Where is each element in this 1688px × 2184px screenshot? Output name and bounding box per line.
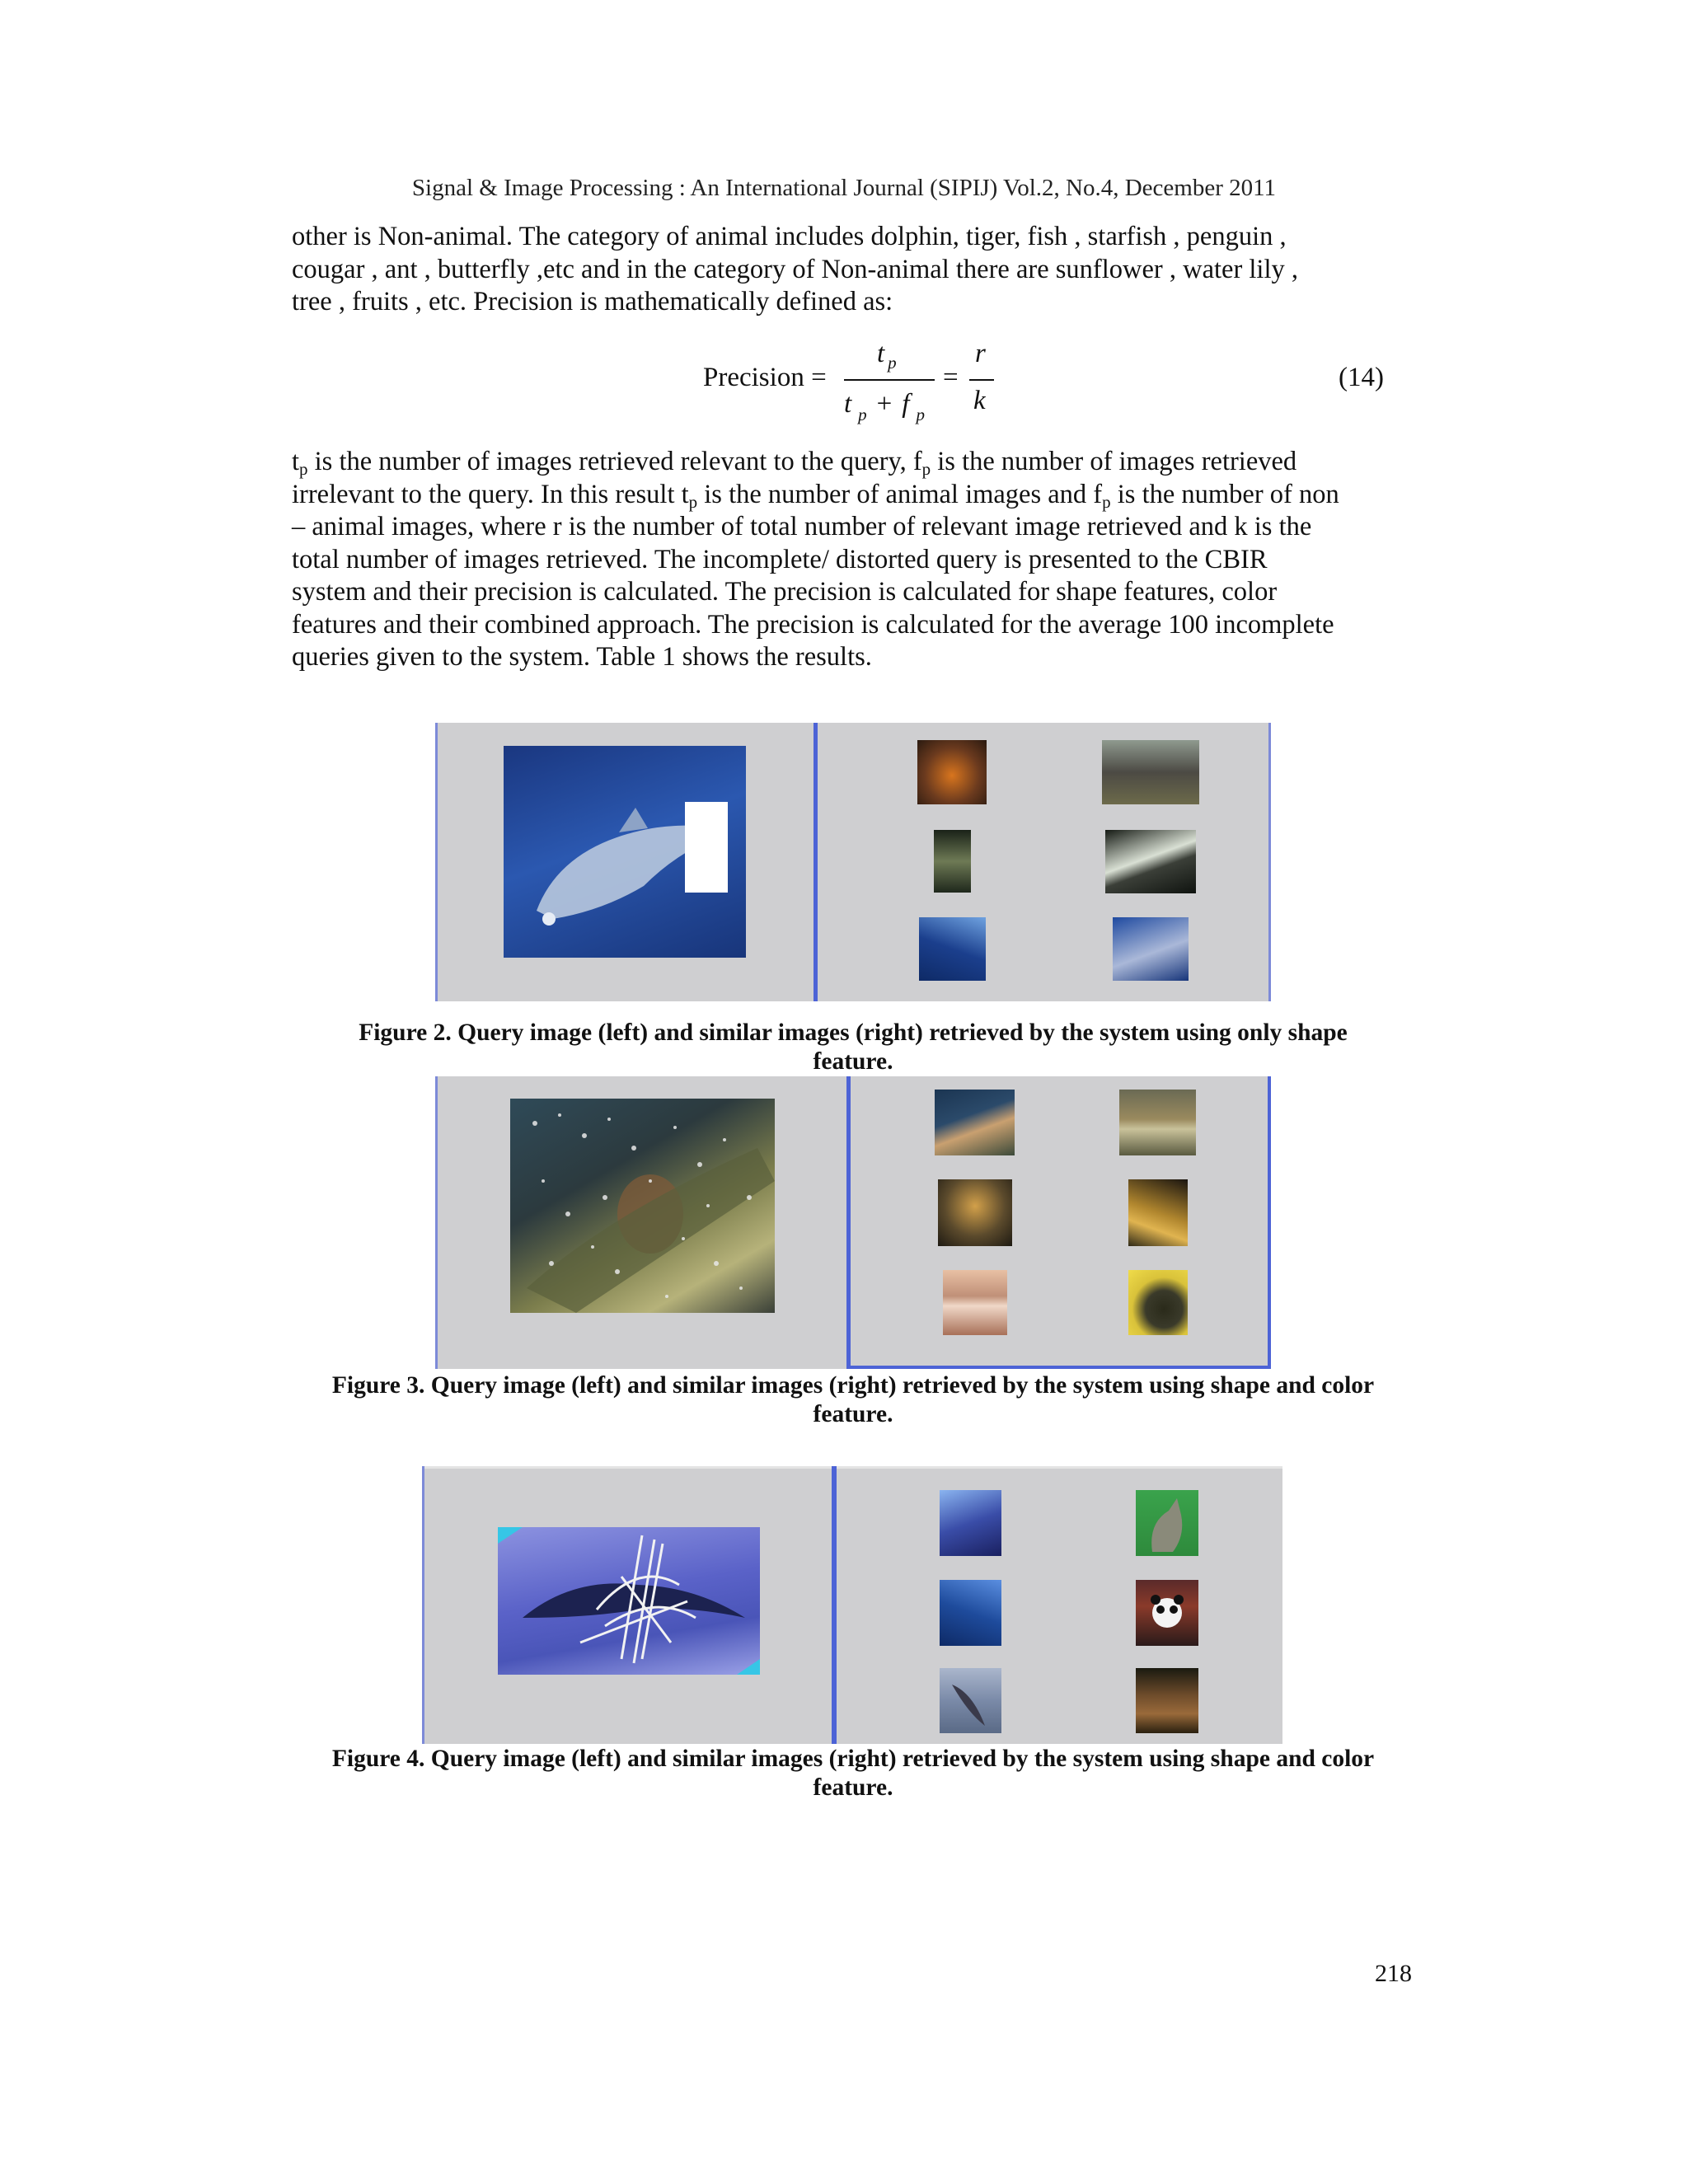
numerator: t $_p$ [877,339,897,373]
result-image [1128,1179,1188,1246]
result-image [1113,917,1189,981]
page-number: 218 [1375,1960,1412,1987]
result-image [1102,740,1199,804]
result-image [940,1490,1001,1556]
figure-caption: Figure 4. Query image (left) and similar images (right) retrieved by the system using shape and color feature. [331,1746,1375,1801]
equals-sign: = [943,363,959,392]
result-image [940,1580,1001,1646]
result-image [1136,1668,1198,1733]
result-image [919,917,986,981]
r-variable: r [975,339,986,368]
text-line: – animal images, where r is the number of total number of relevant image retrieved and k is the [292,512,1312,541]
figure-caption: Figure 3. Query image (left) and similar images (right) retrieved by the system using shape and color feature. [331,1372,1375,1427]
result-image [1128,1270,1188,1335]
text-line: features and their combined approach. The precision is calculated for the average 100 incomplete [292,609,1334,640]
text-line: $t_p$ is the number of images retrieved relevant to the query, $f_p$ is the number of images retrieved [292,447,1297,479]
result-image [935,1090,1015,1155]
text-line: irrelevant to the query. In this result $t_p$ is the number of animal images and $f_p$ is the number of non [292,479,1339,512]
panel-divider [814,723,818,1001]
result-image [940,1668,1001,1733]
paragraph-definitions [292,446,1414,674]
equation-lhs: Precision = [703,363,827,392]
fraction-bar [969,379,994,381]
denominator: t $_p$ + f $_p$ [844,389,925,424]
result-image [1105,830,1196,893]
text-line: system and their precision is calculated. The precision is calculated for shape features, color [292,577,1278,607]
equation-number: (14) [1339,363,1384,392]
text-line: other is Non-animal. The category of animal includes dolphin, tiger, fish , starfish , penguin , [292,222,1287,251]
running-header: Signal & Image Processing : An International Journal (SIPIJ) Vol.2, No.4, December 2011 [411,175,1277,201]
figure-caption: Figure 2. Query image (left) and similar images (right) retrieved by the system using only shape feature. [359,1019,1348,1075]
text-line: total number of images retrieved. The incomplete/ distorted query is presented to the CBIR [292,544,1268,574]
panel-divider [846,1076,851,1369]
text-line: cougar , ant , butterfly ,etc and in the category of Non-animal there are sunflower , water lily , [292,254,1298,284]
result-image [938,1179,1012,1246]
result-image [1119,1090,1196,1155]
k-variable: k [973,386,986,415]
result-image [934,830,971,893]
result-image [1136,1580,1198,1646]
paragraph-intro [292,221,1414,319]
panel-divider [832,1466,837,1744]
result-image [917,740,987,804]
text-line: tree , fruits , etc. Precision is mathematically defined as: [292,287,893,316]
query-image [498,1527,760,1675]
result-image [1136,1490,1198,1556]
query-image [504,746,746,958]
result-image [943,1270,1007,1335]
query-image [510,1099,775,1313]
text-line: queries given to the system. Table 1 shows the results. [292,642,872,672]
fraction-bar [844,379,935,381]
